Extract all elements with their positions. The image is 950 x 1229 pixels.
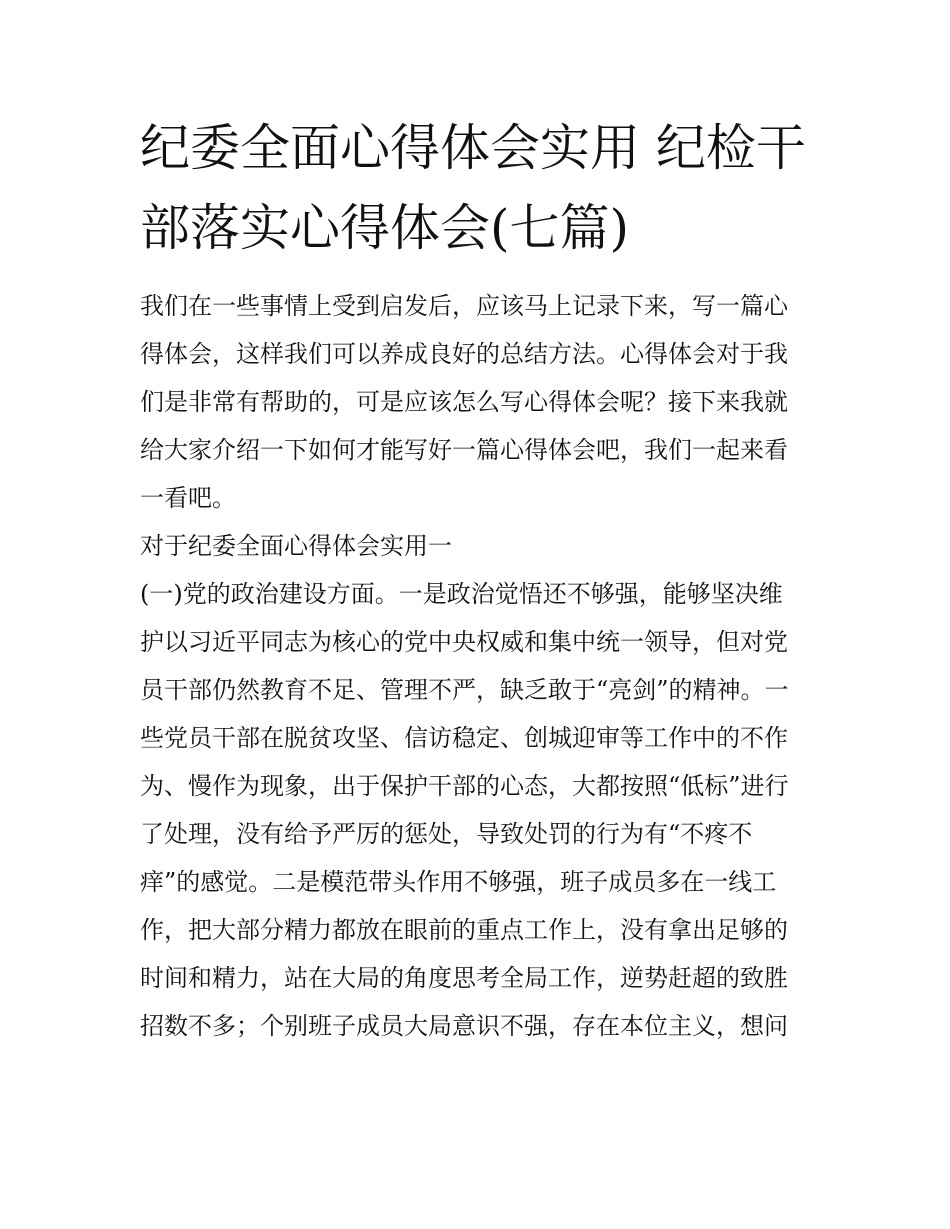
intro-line: 们是非常有帮助的，可是应该怎么写心得体会呢？接下来我就 — [140, 388, 788, 416]
body-line: (一)党的政治建设方面。一是政治觉悟还不够强，能够坚决维 — [140, 580, 783, 608]
intro-paragraph — [140, 282, 820, 522]
intro-line: 我们在一些事情上受到启发后，应该马上记录下来，写一篇心 — [140, 292, 788, 320]
body-paragraph — [140, 570, 820, 1050]
intro-line: 一看吧。 — [140, 484, 236, 512]
body-line: 员干部仍然教育不足、管理不严，缺乏敢于“亮剑”的精神。一 — [140, 676, 789, 704]
body-line: 护以习近平同志为核心的党中央权威和集中统一领导，但对党 — [140, 628, 788, 656]
intro-line: 给大家介绍一下如何才能写好一篇心得体会吧，我们一起来看 — [140, 436, 788, 464]
body-line: 招数不多；个别班子成员大局意识不强，存在本位主义，想问 — [140, 1012, 788, 1040]
body-line: 些党员干部在脱贫攻坚、信访稳定、创城迎审等工作中的不作 — [140, 724, 788, 752]
intro-line: 得体会，这样我们可以养成良好的总结方法。心得体会对于我 — [140, 340, 788, 368]
document-title — [140, 108, 820, 268]
title-line-2: 部落实心得体会(七篇) — [140, 199, 630, 257]
body-line: 时间和精力，站在大局的角度思考全局工作，逆势赶超的致胜 — [140, 964, 788, 992]
section-heading: 对于纪委全面心得体会实用一 — [140, 532, 452, 560]
document-content — [140, 108, 820, 1050]
title-line-1: 纪委全面心得体会实用 纪检干 — [140, 119, 806, 177]
body-line: 痒”的感觉。二是模范带头作用不够强，班子成员多在一线工 — [140, 868, 777, 896]
body-line: 为、慢作为现象，出于保护干部的心态，大都按照“低标”进行 — [140, 772, 789, 800]
body-line: 了处理，没有给予严厉的惩处，导致处罚的行为有“不疼不 — [140, 820, 753, 848]
body-line: 作，把大部分精力都放在眼前的重点工作上，没有拿出足够的 — [140, 916, 788, 944]
